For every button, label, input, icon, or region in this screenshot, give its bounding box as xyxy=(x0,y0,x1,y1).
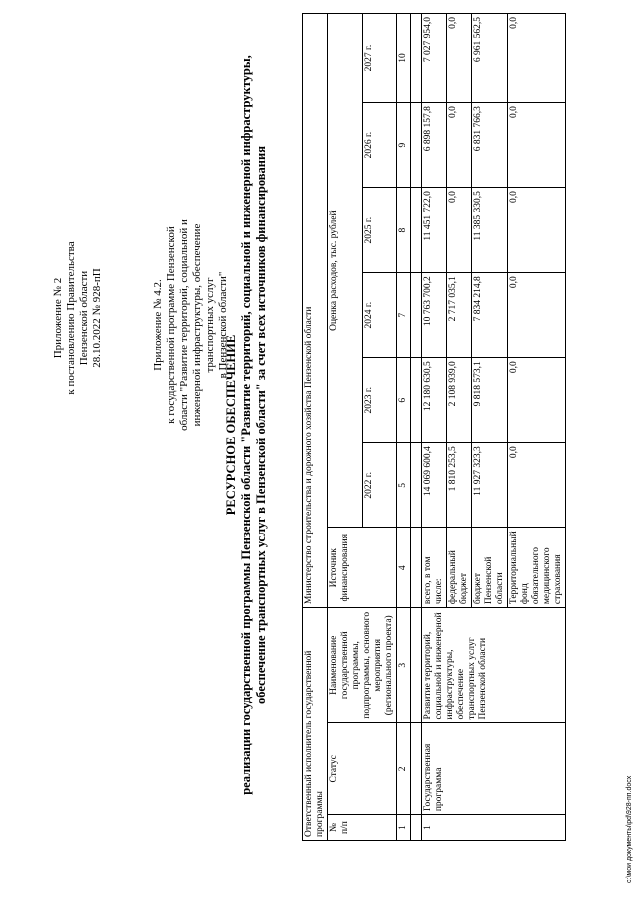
row-number: 1 xyxy=(422,815,566,841)
column-number: 8 xyxy=(397,188,411,273)
row-source: всего, в том числе: xyxy=(422,528,447,608)
row-value: 2 108 939,0 xyxy=(447,358,472,443)
row-value: 7 027 954,0 xyxy=(422,14,447,103)
column-number: 5 xyxy=(397,443,411,528)
appendix-line: Приложение № 2 xyxy=(52,277,64,359)
table-row xyxy=(422,14,447,841)
column-number: 7 xyxy=(397,273,411,358)
header-year: 2023 г. xyxy=(362,358,397,443)
row-value: 0,0 xyxy=(508,273,566,358)
appendix-inner-block xyxy=(152,205,230,445)
appendix-inner-line: к государственной программе Пензенской xyxy=(165,226,177,424)
responsible-label: Ответственный исполнитель государственной программы xyxy=(303,608,328,841)
row-value: 11 451 722,0 xyxy=(422,188,447,273)
header-name: Наименование государственной программы, подпрограммы, основного мероприятия (регионального проекта) xyxy=(328,608,397,723)
row-value: 6 898 157,8 xyxy=(422,103,447,188)
row-value: 9 818 573,1 xyxy=(472,358,508,443)
row-value: 6 831 766,3 xyxy=(472,103,508,188)
row-value: 11 927 323,3 xyxy=(472,443,508,528)
column-number: 1 xyxy=(397,815,411,841)
column-number: 9 xyxy=(397,103,411,188)
row-source: Территориальный фонд обязательного медицинского страхования xyxy=(508,528,566,608)
spacer-row xyxy=(411,14,422,841)
appendix-inner-line: Приложение № 4.2. xyxy=(152,279,164,371)
column-number: 3 xyxy=(397,608,411,723)
appendix-inner-line: транспортных услуг xyxy=(204,277,216,373)
row-source: федеральный бюджет xyxy=(447,528,472,608)
appendix-line: Пензенской области xyxy=(78,270,90,366)
header-status: Статус xyxy=(328,723,397,815)
column-number: 2 xyxy=(397,723,411,815)
row-value: 0,0 xyxy=(508,443,566,528)
row-value: 2 717 035,1 xyxy=(447,273,472,358)
row-value: 0,0 xyxy=(508,188,566,273)
finance-table xyxy=(302,13,566,841)
header-source: Источник финансирования xyxy=(328,528,397,608)
row-value: 0,0 xyxy=(447,103,472,188)
row-source: бюджет Пензенской области xyxy=(472,528,508,608)
document-heading xyxy=(224,25,269,825)
header-year: 2024 г. xyxy=(362,273,397,358)
header-estimate: Оценка расходов, тыс. рублей xyxy=(328,14,363,528)
row-value: 0,0 xyxy=(508,358,566,443)
appendix-inner-line: в Пензенской области" xyxy=(217,271,229,379)
row-value: 10 763 700,2 xyxy=(422,273,447,358)
appendix-inner-line: области "Развитие территорий, социальной и xyxy=(178,219,190,431)
appendix-line: к постановлению Правительства xyxy=(65,241,77,395)
row-value: 0,0 xyxy=(508,14,566,103)
row-value: 12 180 630,5 xyxy=(422,358,447,443)
row-value: 1 810 253,5 xyxy=(447,443,472,528)
row-value: 6 961 562,5 xyxy=(472,14,508,103)
appendix-block xyxy=(52,218,104,418)
header-year: 2027 г. xyxy=(362,14,397,103)
appendix-inner-line: инженерной инфраструктуры, обеспечение xyxy=(191,223,203,427)
row-value: 0,0 xyxy=(447,14,472,103)
column-number: 6 xyxy=(397,358,411,443)
responsible-value: Министерство строительства и дорожного хозяйства Пензенской области xyxy=(303,14,328,608)
heading-title: РЕСУРСНОЕ ОБЕСПЕЧЕНИЕ xyxy=(224,334,238,516)
row-value: 14 069 600,4 xyxy=(422,443,447,528)
file-path-footer: c:\мои документы\pd\928-пп.docx xyxy=(626,775,633,883)
heading-line: реализации государственной программы Пензенской области "Развитие территорий, социальной и инженерной инфраструктуры, xyxy=(239,55,253,795)
row-value: 7 834 214,8 xyxy=(472,273,508,358)
column-number: 4 xyxy=(397,528,411,608)
row-value: 0,0 xyxy=(508,103,566,188)
header-year: 2022 г. xyxy=(362,443,397,528)
header-num: № п/п xyxy=(328,815,397,841)
header-year: 2026 г. xyxy=(362,103,397,188)
heading-line: обеспечение транспортных услуг в Пензенской области" за счет всех источников финансирования xyxy=(254,146,268,704)
row-program-name: Развитие территорий, социальной и инженерной инфраструктуры, обеспечение транспортных услуг Пензенской области xyxy=(422,608,566,723)
row-value: 11 385 330,5 xyxy=(472,188,508,273)
column-number: 10 xyxy=(397,14,411,103)
header-year: 2025 г. xyxy=(362,188,397,273)
row-value: 0,0 xyxy=(447,188,472,273)
row-status: Государственная программа xyxy=(422,723,566,815)
appendix-line: 28.10.2022 № 928-пП xyxy=(91,268,103,368)
